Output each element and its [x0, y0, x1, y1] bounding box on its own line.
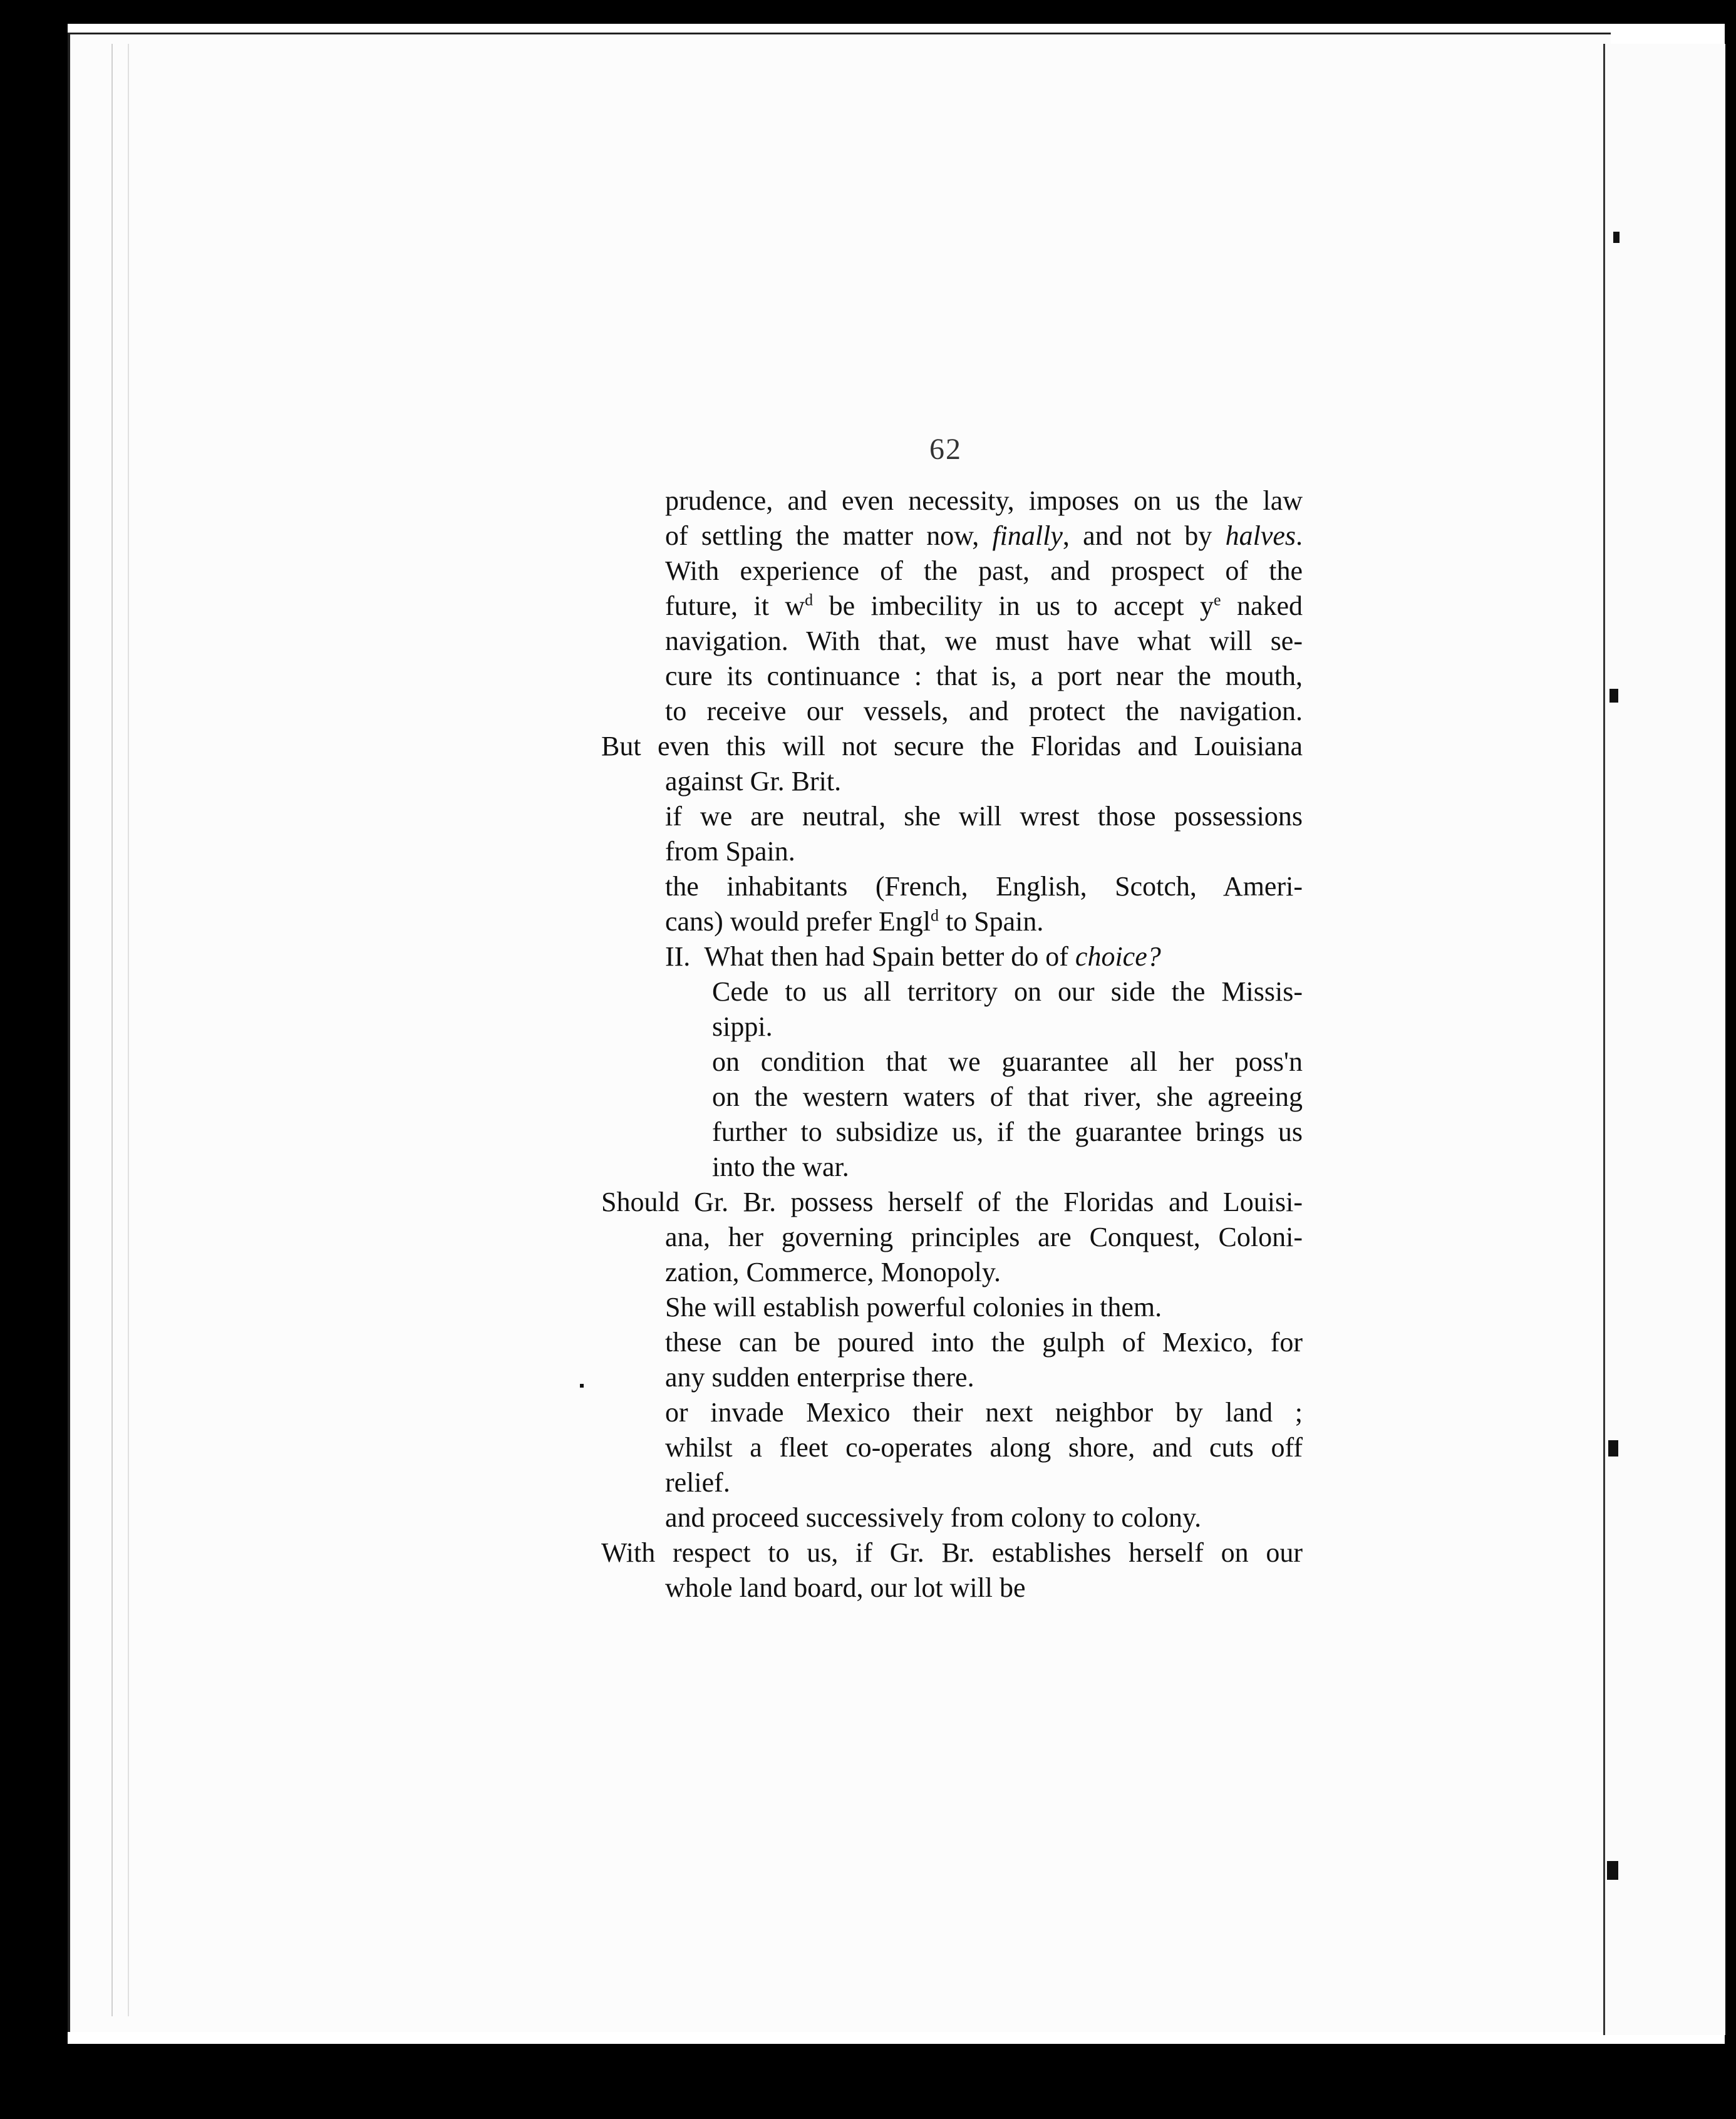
text-line: cure its continuance : that is, a port near the mouth,	[665, 661, 1303, 691]
text-line: the inhabitants (French, English, Scotch, Ameri-	[665, 871, 1303, 902]
text-line: and proceed successively from colony to colony.	[665, 1502, 1202, 1533]
text-line: zation, Commerce, Monopoly.	[665, 1257, 1001, 1287]
text-line: on condition that we guarantee all her poss'n	[712, 1046, 1303, 1077]
text-line: ana, her governing principles are Conquest, Coloni-	[665, 1222, 1303, 1252]
page-edge-line	[128, 44, 129, 2016]
speck-mark	[1608, 1440, 1618, 1456]
page-number: 62	[929, 433, 962, 466]
text-line: further to subsidize us, if the guarantee brings us	[712, 1116, 1303, 1147]
text-line: any sudden enterprise there.	[665, 1362, 974, 1393]
text-line: into the war.	[712, 1152, 849, 1182]
scan-border-bottom	[0, 2044, 1736, 2119]
text-line: sippi.	[712, 1011, 773, 1042]
text-line: from Spain.	[665, 836, 795, 867]
text-line: if we are neutral, she will wrest those possessions	[665, 801, 1303, 832]
text-line: Cede to us all territory on our side the Missis-	[712, 976, 1303, 1007]
text-line: But even this will not secure the Floridas and Louisiana	[601, 731, 1303, 761]
speck-mark	[1607, 1861, 1618, 1880]
text-line: whilst a fleet co-operates along shore, and cuts off	[665, 1432, 1303, 1463]
text-line: these can be poured into the gulph of Mexico, for	[665, 1327, 1303, 1358]
speck-mark	[1613, 232, 1620, 243]
text-line: against Gr. Brit.	[665, 766, 842, 797]
text-line: With experience of the past, and prospect of the	[665, 555, 1303, 586]
text-line: With respect to us, if Gr. Br. establishes herself on our	[601, 1537, 1303, 1568]
text-line: future, it $w^d$ be imbecility in us to accept $y^e$ naked	[665, 590, 1303, 621]
speck-mark	[580, 1384, 584, 1388]
scan-border-right	[1725, 0, 1736, 2119]
text-line: relief.	[665, 1467, 730, 1498]
scan-border-top	[0, 0, 1736, 24]
text-line: She will establish powerful colonies in them.	[665, 1292, 1162, 1322]
text-line: on the western waters of that river, she agreeing	[712, 1081, 1303, 1112]
text-line: to receive our vessels, and protect the navigation.	[665, 696, 1303, 726]
scan-border-left	[0, 0, 68, 2119]
text-line: of settling the matter now, finally, and not by halves.	[665, 520, 1303, 551]
text-line: or invade Mexico their next neighbor by land ;	[665, 1397, 1303, 1428]
text-line: prudence, and even necessity, imposes on us the law	[665, 485, 1303, 516]
text-line: Should Gr. Br. possess herself of the Floridas and Louisi-	[601, 1187, 1303, 1217]
facing-page-edge	[1603, 44, 1725, 2035]
text-line: cans) would prefer Engl$^d$ to Spain.	[665, 906, 1044, 937]
text-line: whole land board, our lot will be	[665, 1572, 1026, 1603]
speck-mark	[1609, 689, 1618, 703]
section-numeral: II.	[665, 941, 691, 972]
page-edge-line	[111, 44, 113, 2016]
text-line: navigation. With that, we must have what will se-	[665, 626, 1303, 656]
text-line: II. What then had Spain better do of choice?	[665, 941, 1161, 972]
